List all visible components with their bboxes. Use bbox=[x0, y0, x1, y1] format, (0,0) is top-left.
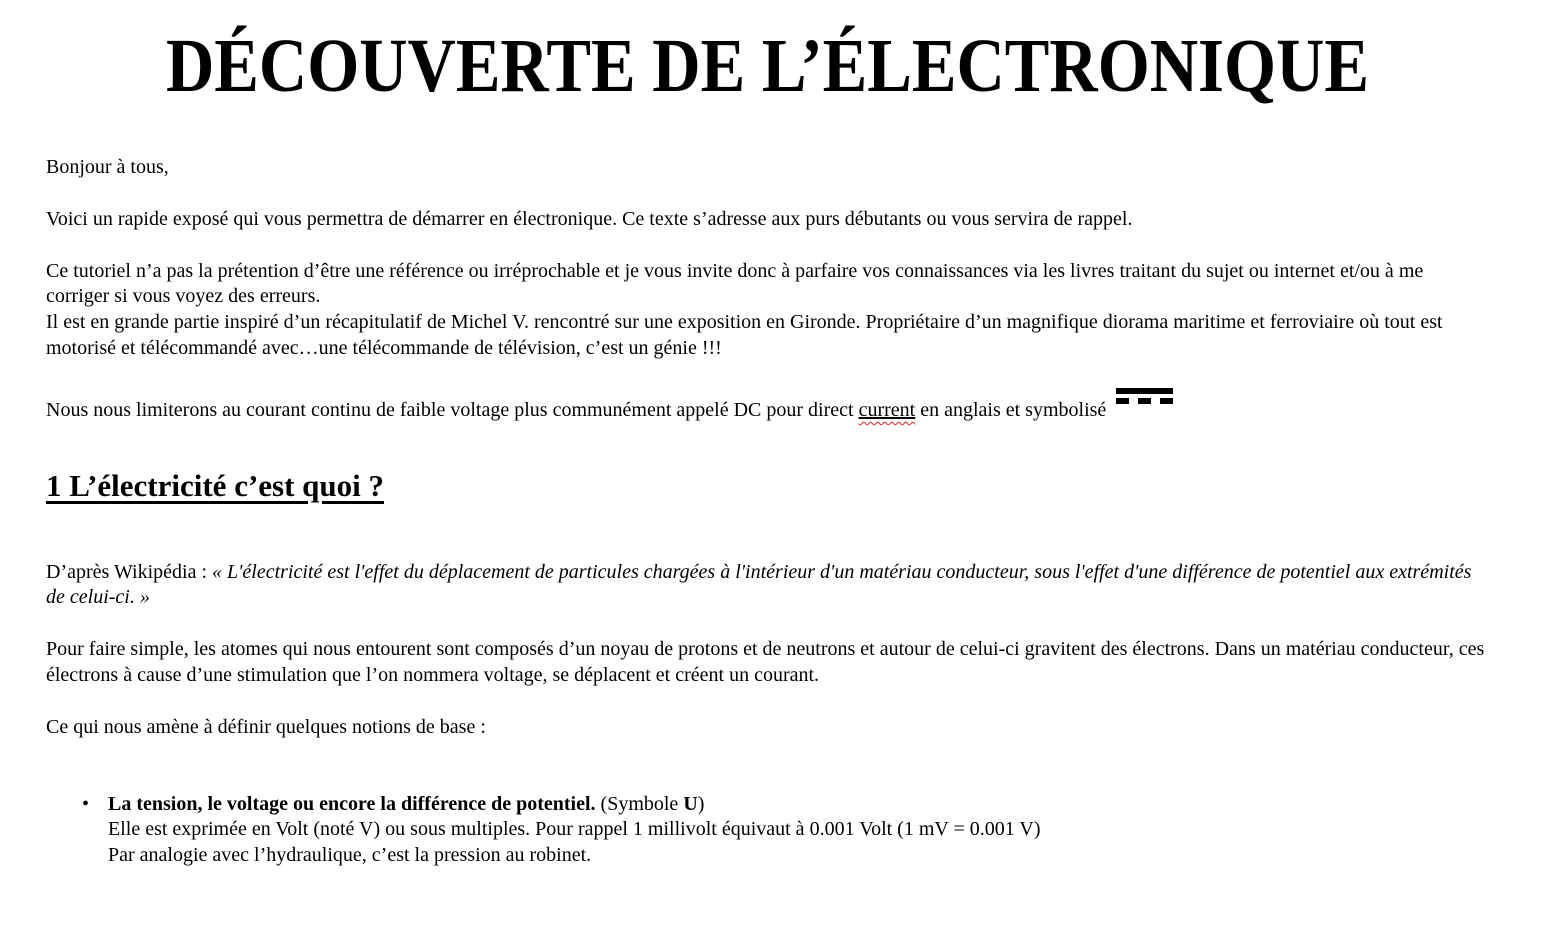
list-item-tension bbox=[46, 792, 1489, 869]
tension-line-3: Par analogie avec l’hydraulique, c’est la pression au robinet. bbox=[108, 844, 592, 867]
document-page bbox=[0, 24, 1553, 941]
dc-solid-bar bbox=[1116, 388, 1173, 394]
dc-sentence-part1: Nous nous limiterons au courant continu de faible voltage plus communément appelé DC pour direct bbox=[46, 398, 859, 421]
direct-current-icon bbox=[1116, 388, 1173, 404]
bullet-marker-icon: • bbox=[82, 792, 90, 815]
symbole-letter: U bbox=[683, 792, 698, 815]
quote-prefix: D’après Wikipédia : bbox=[46, 560, 212, 583]
paragraph-notions: Ce qui nous amène à définir quelques notions de base : bbox=[46, 715, 486, 738]
dc-dashed-bar bbox=[1116, 398, 1173, 404]
paragraph-wikipedia-quote bbox=[46, 560, 1489, 612]
section-1-heading: 1 L’électricité c’est quoi ? bbox=[46, 467, 385, 503]
paragraph-greeting: Bonjour à tous, bbox=[46, 156, 169, 178]
dc-sentence-part2: en anglais et symbolisé bbox=[915, 398, 1107, 421]
symbole-suffix: ) bbox=[697, 792, 705, 815]
paragraph-dc-current bbox=[46, 398, 1489, 424]
paragraph-intro: Voici un rapide exposé qui vous permettra de démarrer en électronique. Ce texte s’adresse aux purs débutants ou vous servira de rappel. bbox=[46, 207, 1133, 230]
quote-italic-text: « L'électricité est l'effet du déplacement de particules chargées à l'intérieur d'un matériau conducteur, sous l'effet d'une différence de potentiel aux extrémités de celui-ci. » bbox=[46, 560, 1472, 609]
misspelled-word-underline bbox=[859, 399, 916, 421]
tension-lead-bold: La tension, le voltage ou encore la différence de potentiel. bbox=[108, 792, 596, 815]
definitions-list bbox=[46, 792, 1489, 869]
document-body bbox=[0, 24, 1553, 869]
spellcheck-squiggle: current bbox=[858, 398, 916, 421]
paragraph-atoms: Pour faire simple, les atomes qui nous entourent sont composés d’un noyau de protons et de neutrons et autour de celui-ci gravitent des électrons. Dans un matériau conducteur, ces électrons à cause d’une stimulation que l’on nommera voltage, se déplacent et créent un courant. bbox=[46, 638, 1485, 686]
tension-line-2: Elle est exprimée en Volt (noté V) ou sous multiples. Pour rappel 1 millivolt équivaut à 0.001 Volt (1 mV = 0.001 V) bbox=[108, 818, 1041, 841]
symbole-prefix: (Symbole bbox=[595, 792, 684, 815]
tutorial-sentence-2: Il est en grande partie inspiré d’un récapitulatif de Michel V. rencontré sur une exposition en Gironde. Propriétaire d’un magnifique diorama maritime et ferroviaire où tout est motorisé et télécommandé avec…une télécommande de télévision, c’est un génie !!! bbox=[46, 311, 1443, 359]
paragraph-tutorial bbox=[46, 259, 1489, 362]
tutorial-sentence-1: Ce tutoriel n’a pas la prétention d’être une référence ou irréprochable et je vous invite donc à parfaire vos connaissances via les livres traitant du sujet ou internet et/ou à me corriger si vous voyez des erreurs. bbox=[46, 259, 1424, 308]
page-title: DÉCOUVERTE DE L’ÉLECTRONIQUE bbox=[165, 24, 1369, 108]
